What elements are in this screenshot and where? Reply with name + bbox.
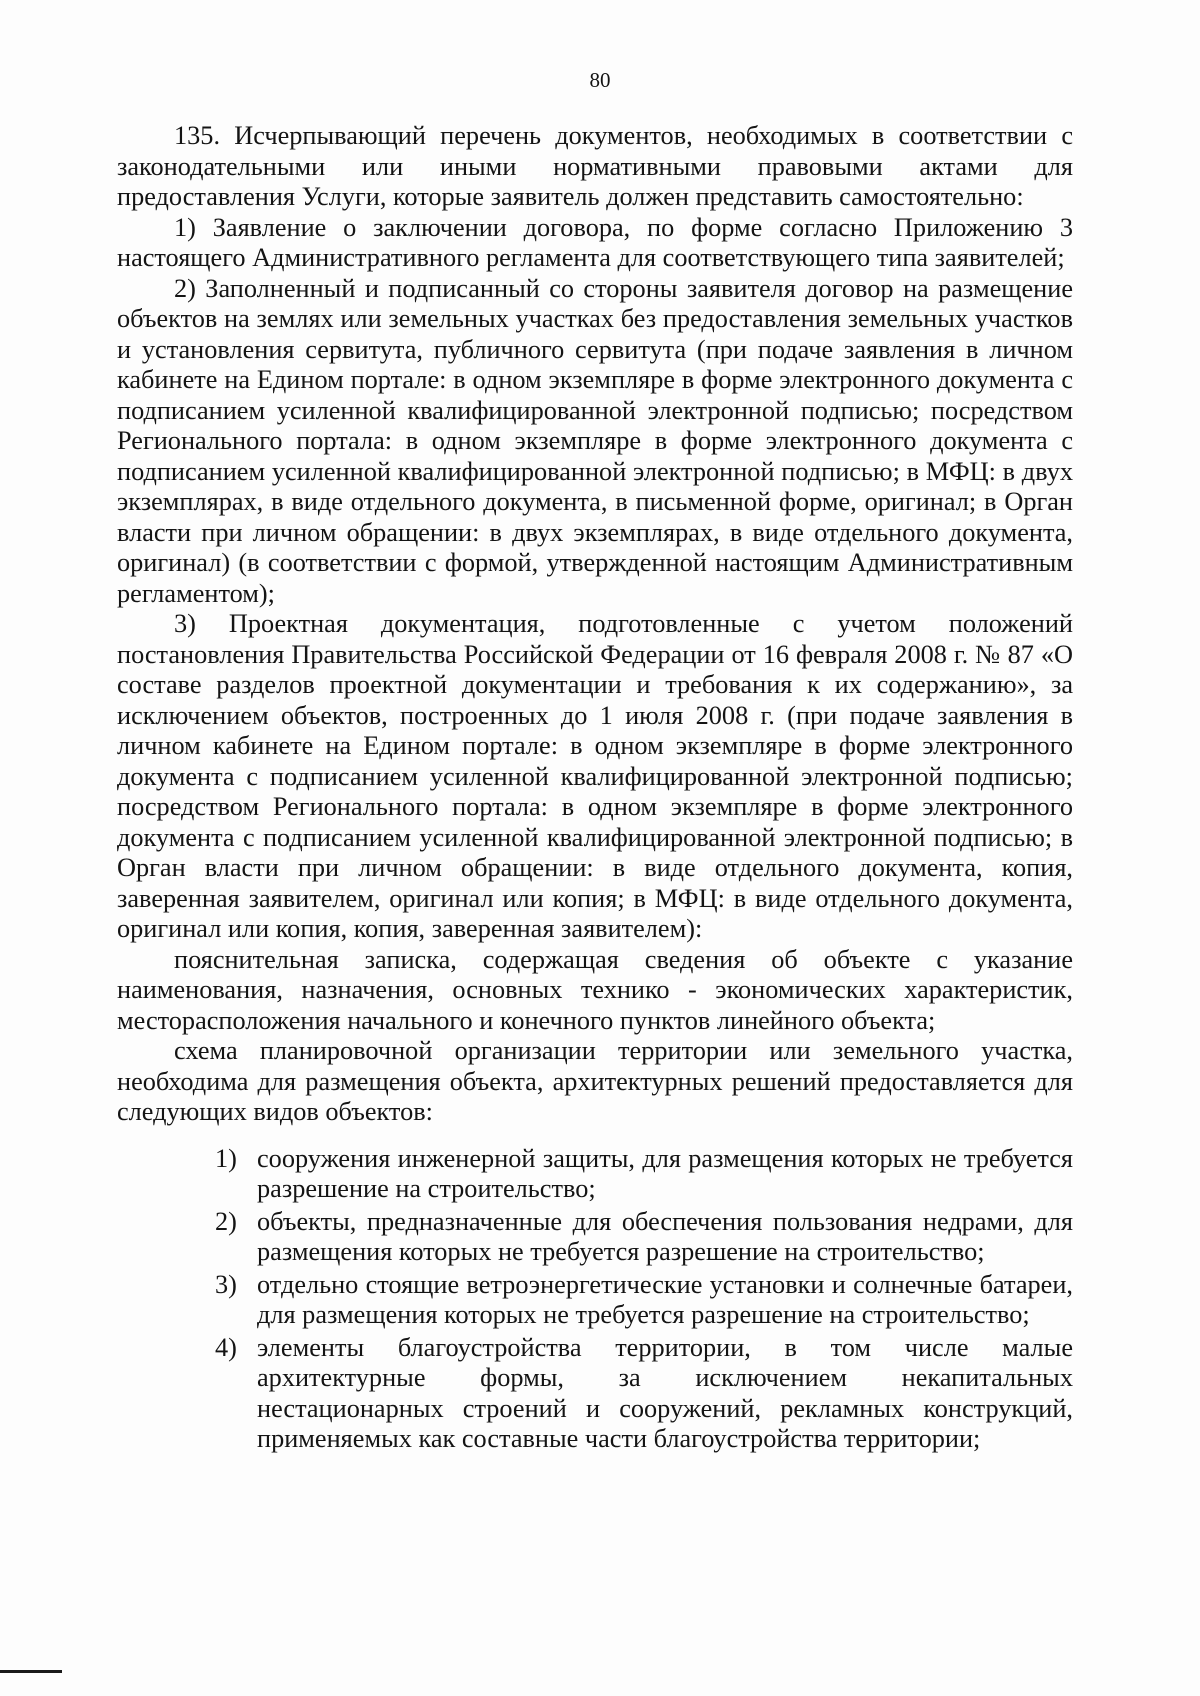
paragraph-item-1: 1) Заявление о заключении договора, по форме согласно Приложению 3 настоящего Административного регламента для соответствующего типа заявителей;: [117, 212, 1073, 272]
paragraph-explanatory-note: пояснительная записка, содержащая сведения об объекте с указание наименования, назначения, основных технико - экономических характеристик, месторасположения начального и конечного пунктов линейного объекта;: [117, 944, 1073, 1035]
paragraph-item-2: 2) Заполненный и подписанный со стороны заявителя договор на размещение объектов на землях или земельных участках без предоставления земельных участков и установления сервитута, публичного сервитута (при подаче заявления в личном кабинете на Едином портале: в одном экземпляре в форме электронного документа с подписанием усиленной квалифицированной электронной подписью; посредством Регионального портала: в одном экземпляре в форме электронного документа с подписанием усиленной квалифицированной электронной подписью; в МФЦ: в двух экземплярах, в виде отдельного документа, в письменной форме, оригинал; в Орган власти при личном обращении: в двух экземплярах, в виде отдельного документа, оригинал) (в соответствии с формой, утвержденной настоящим Административным регламентом);: [117, 273, 1073, 608]
list-item: [117, 1270, 1073, 1331]
list-item: [117, 1144, 1073, 1205]
paragraph-item-3: 3) Проектная документация, подготовленные с учетом положений постановления Правительства Российской Федерации от 16 февраля 2008 г. № 87 «О составе разделов проектной документации и требования к их содержанию», за исключением объектов, построенных до 1 июля 2008 г. (при подаче заявления в личном кабинете на Едином портале: в одном экземпляре в форме электронного документа с подписанием усиленной квалифицированной электронной подписью; посредством Регионального портала: в одном экземпляре в форме электронного документа с подписанием усиленной квалифицированной электронной подписью; в Орган власти при личном обращении: в виде отдельного документа, копия, заверенная заявителем, оригинал или копия; в МФЦ: в виде отдельного документа, оригинал или копия, копия, заверенная заявителем):: [117, 609, 1073, 943]
list-item-text: сооружения инженерной защиты, для размещения которых не требуется разрешение на строительство;: [257, 1143, 1073, 1203]
list-item-number: 4): [215, 1332, 237, 1362]
list-item-number: 2): [215, 1206, 237, 1236]
list-item-number: 3): [215, 1269, 237, 1299]
paragraph-planning-scheme: схема планировочной организации территории или земельного участка, необходима для размещения объекта, архитектурных решений предоставляется для следующих видов объектов:: [117, 1036, 1073, 1126]
list-item: [117, 1207, 1073, 1268]
list-item-text: отдельно стоящие ветроэнергетические установки и солнечные батареи, для размещения которых не требуется разрешение на строительство;: [257, 1269, 1073, 1329]
page-number: 80: [589, 68, 611, 92]
scan-edge-mark: [0, 1670, 62, 1673]
list-item-text: объекты, предназначенные для обеспечения пользования недрами, для размещения которых не требуется разрешение на строительство;: [257, 1206, 1073, 1266]
object-types-list: [117, 1144, 1073, 1455]
document-body: [117, 121, 1073, 1457]
list-item: [117, 1333, 1073, 1455]
list-item-text: элементы благоустройства территории, в том числе малые архитектурные формы, за исключением некапитальных нестационарных строений и сооружений, рекламных конструкций, применяемых как составные части благоустройства территории;: [257, 1332, 1073, 1453]
paragraph-135: 135. Исчерпывающий перечень документов, необходимых в соответствии с законодательными или иными нормативными правовыми актами для предоставления Услуги, которые заявитель должен представить самостоятельно:: [117, 121, 1073, 211]
list-item-number: 1): [215, 1143, 237, 1173]
